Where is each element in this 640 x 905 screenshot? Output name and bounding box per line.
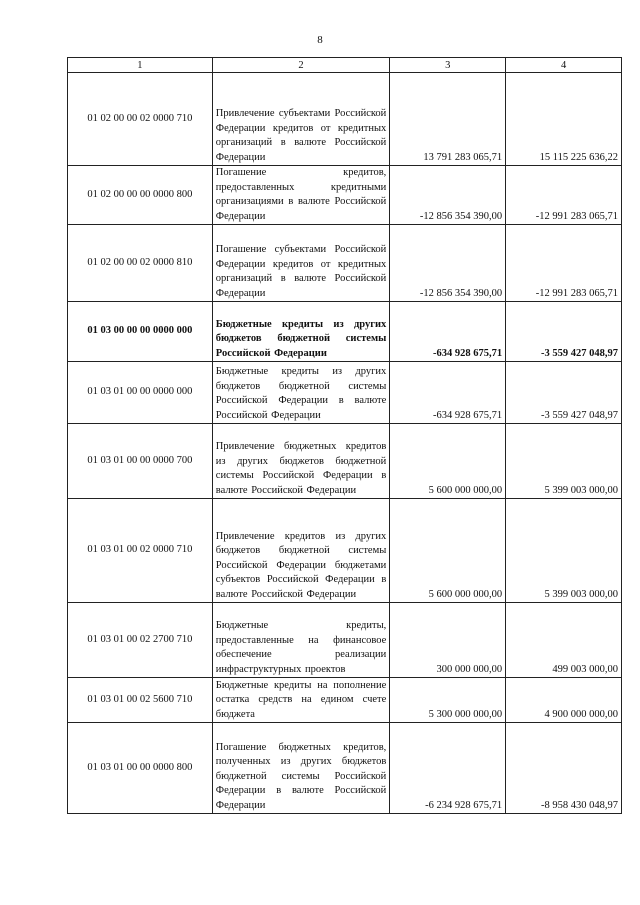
budget-code: 01 03 01 00 02 5600 710	[68, 678, 213, 723]
budget-code: 01 02 00 00 02 0000 810	[68, 225, 213, 302]
table-row	[68, 73, 622, 166]
header-col-3: 3	[390, 58, 506, 73]
header-col-4: 4	[506, 58, 622, 73]
header-col-1: 1	[68, 58, 213, 73]
header-col-2: 2	[212, 58, 390, 73]
budget-code: 01 03 01 00 00 0000 700	[68, 424, 213, 499]
row-description: Привлечение субъектами Российской Федерации кредитов от кредитных организаций в валюте Российской Федерации	[212, 73, 390, 166]
row-description: Погашение кредитов, предоставленных кредитными организациями в валюте Российской Федерации	[212, 166, 390, 225]
table-row-section-total	[68, 302, 622, 362]
table-row	[68, 424, 622, 499]
amount-col-3: -6 234 928 675,71	[390, 723, 506, 814]
row-description: Бюджетные кредиты на пополнение остатка средств на едином счете бюджета	[212, 678, 390, 723]
row-description: Бюджетные кредиты из других бюджетов бюджетной системы Российской Федерации в валюте Российской Федерации	[212, 362, 390, 424]
amount-col-4: -8 958 430 048,97	[506, 723, 622, 814]
amount-col-4: -3 559 427 048,97	[506, 302, 622, 362]
amount-col-4: -3 559 427 048,97	[506, 362, 622, 424]
row-description: Привлечение бюджетных кредитов из других бюджетов бюджетной системы Российской Федерации в валюте Российской Федерации	[212, 424, 390, 499]
budget-code: 01 03 01 00 02 2700 710	[68, 603, 213, 678]
row-description: Погашение субъектами Российской Федерации кредитов от кредитных организаций в валюте Российской Федерации	[212, 225, 390, 302]
budget-sources-table	[67, 57, 622, 814]
table-row	[68, 603, 622, 678]
amount-col-3: -12 856 354 390,00	[390, 225, 506, 302]
amount-col-3: -12 856 354 390,00	[390, 166, 506, 225]
amount-col-3: 5 600 000 000,00	[390, 499, 506, 603]
row-description: Бюджетные кредиты, предоставленные на финансовое обеспечение реализации инфраструктурных проектов	[212, 603, 390, 678]
budget-code: 01 03 00 00 00 0000 000	[68, 302, 213, 362]
table-row	[68, 362, 622, 424]
amount-col-4: -12 991 283 065,71	[506, 166, 622, 225]
amount-col-3: 13 791 283 065,71	[390, 73, 506, 166]
amount-col-3: -634 928 675,71	[390, 362, 506, 424]
amount-col-4: 15 115 225 636,22	[506, 73, 622, 166]
amount-col-4: 5 399 003 000,00	[506, 499, 622, 603]
budget-code: 01 03 01 00 00 0000 800	[68, 723, 213, 814]
amount-col-3: 5 600 000 000,00	[390, 424, 506, 499]
budget-code: 01 03 01 00 02 0000 710	[68, 499, 213, 603]
table-header-row	[68, 58, 622, 73]
table-row	[68, 723, 622, 814]
budget-code: 01 02 00 00 02 0000 710	[68, 73, 213, 166]
budget-code: 01 03 01 00 00 0000 000	[68, 362, 213, 424]
amount-col-4: 499 003 000,00	[506, 603, 622, 678]
budget-code: 01 02 00 00 00 0000 800	[68, 166, 213, 225]
table-row	[68, 225, 622, 302]
amount-col-4: 5 399 003 000,00	[506, 424, 622, 499]
table-row	[68, 166, 622, 225]
table-row	[68, 499, 622, 603]
row-description: Погашение бюджетных кредитов, полученных из других бюджетов бюджетной системы Российской Федерации в валюте Российской Федерации	[212, 723, 390, 814]
amount-col-4: -12 991 283 065,71	[506, 225, 622, 302]
amount-col-3: 5 300 000 000,00	[390, 678, 506, 723]
page-number: 8	[317, 34, 323, 46]
row-description: Бюджетные кредиты из других бюджетов бюджетной системы Российской Федерации	[212, 302, 390, 362]
amount-col-3: 300 000 000,00	[390, 603, 506, 678]
row-description: Привлечение кредитов из других бюджетов бюджетной системы Российской Федерации бюджетами субъектов Российской Федерации в валюте Российской Федерации	[212, 499, 390, 603]
table-row	[68, 678, 622, 723]
amount-col-3: -634 928 675,71	[390, 302, 506, 362]
amount-col-4: 4 900 000 000,00	[506, 678, 622, 723]
